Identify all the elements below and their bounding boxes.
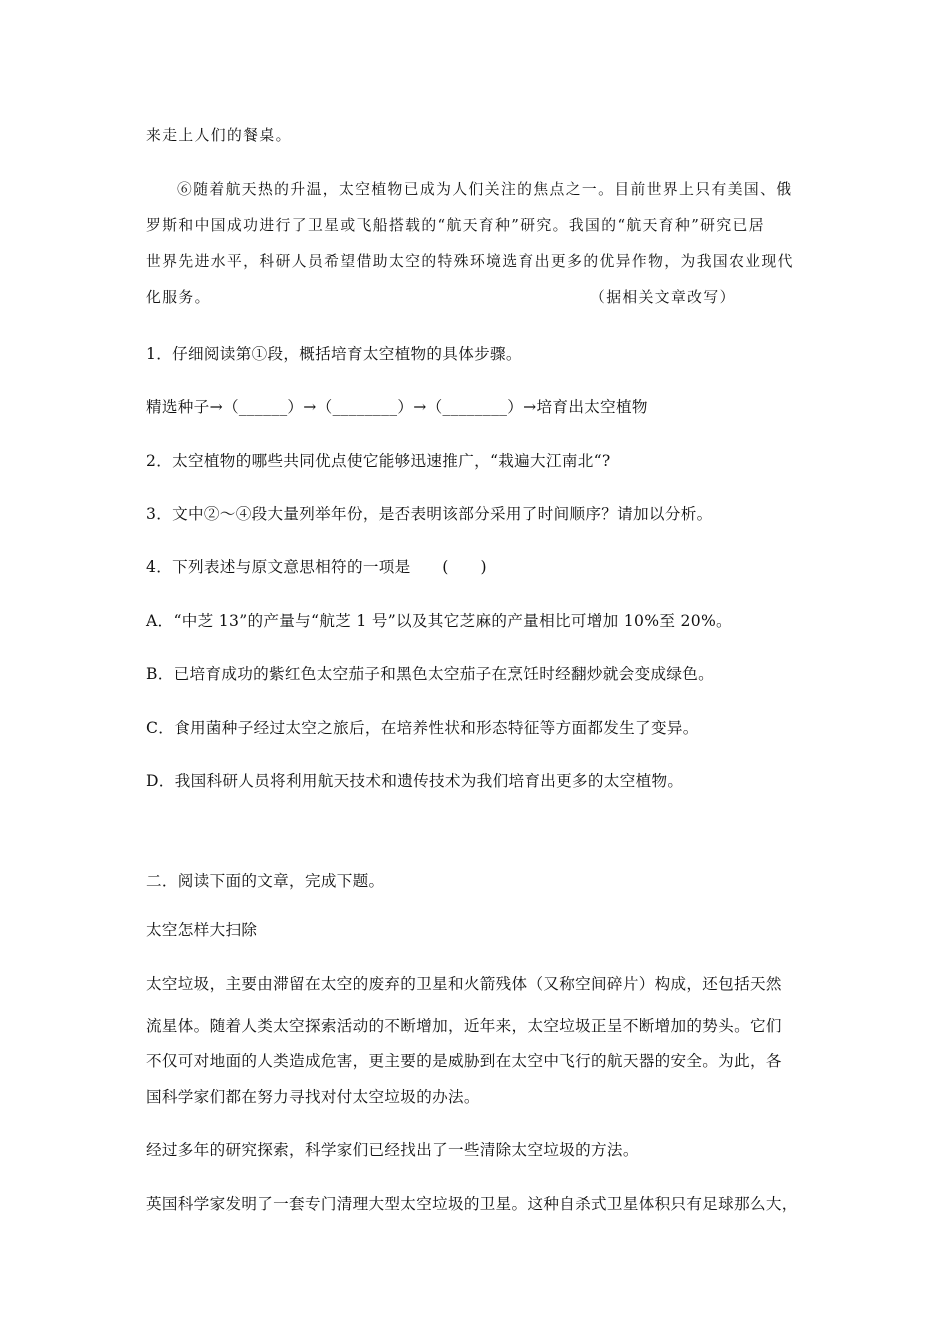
source-note: （据相关文章改写）	[590, 289, 736, 306]
section-heading: 二．阅读下面的文章，完成下题。	[146, 872, 385, 890]
option-d: D．我国科研人员将利用航天技术和遗传技术为我们培育出更多的太空植物。	[146, 772, 684, 790]
question-4: 4．下列表述与原文意思相符的一项是 ( )	[146, 558, 487, 576]
passage-line: 世界先进水平，科研人员希望借助太空的特殊环境选育出更多的优异作物，为我国农业现代	[146, 253, 794, 270]
question-2: 2．太空植物的哪些共同优点使它能够迅速推广，“栽遍大江南北“?	[146, 452, 611, 470]
article-line: 经过多年的研究探索，科学家们已经找出了一些清除太空垃圾的方法。	[146, 1141, 639, 1159]
passage-line: 化服务。	[146, 289, 211, 306]
article-line: 太空垃圾，主要由滞留在太空的废弃的卫星和火箭残体（又称空间碎片）构成，还包括天然	[146, 975, 782, 993]
option-b: B．已培育成功的紫红色太空茄子和黑色太空茄子在烹饪时经翻炒就会变成绿色。	[146, 665, 715, 683]
article-line: 国科学家们都在努力寻找对付太空垃圾的办法。	[146, 1088, 480, 1106]
question-1-flow: 精选种子→（______）→（________）→（________）→培育出太空植物	[146, 398, 648, 416]
passage-line: 来走上人们的餐桌。	[146, 127, 292, 144]
option-c: C．食用菌种子经过太空之旅后，在培养性状和形态特征等方面都发生了变异。	[146, 719, 699, 737]
passage-line: ⑥随着航天热的升温，太空植物已成为人们关注的焦点之一。目前世界上只有美国、俄	[177, 181, 793, 198]
article-title: 太空怎样大扫除	[146, 921, 258, 939]
article-line: 不仅可对地面的人类造成危害，更主要的是威胁到在太空中飞行的航天器的安全。为此，各	[146, 1052, 782, 1070]
article-line: 英国科学家发明了一套专门清理大型太空垃圾的卫星。这种自杀式卫星体积只有足球那么大，	[146, 1195, 798, 1213]
passage-line: 罗斯和中国成功进行了卫星或飞船搭载的“航天育种”研究。我国的“航天育种”研究已居	[146, 217, 765, 234]
article-line: 流星体。随着人类太空探索活动的不断增加，近年来，太空垃圾正呈不断增加的势头。它们	[146, 1017, 782, 1035]
question-1: 1．仔细阅读第①段，概括培育太空植物的具体步骤。	[146, 345, 522, 363]
question-3: 3．文中②～④段大量列举年份，是否表明该部分采用了时间顺序？请加以分析。	[146, 505, 713, 523]
option-a: A．“中芝 13”的产量与“航芝 1 号”以及其它芝麻的产量相比可增加 10%至 20%。	[146, 612, 732, 630]
